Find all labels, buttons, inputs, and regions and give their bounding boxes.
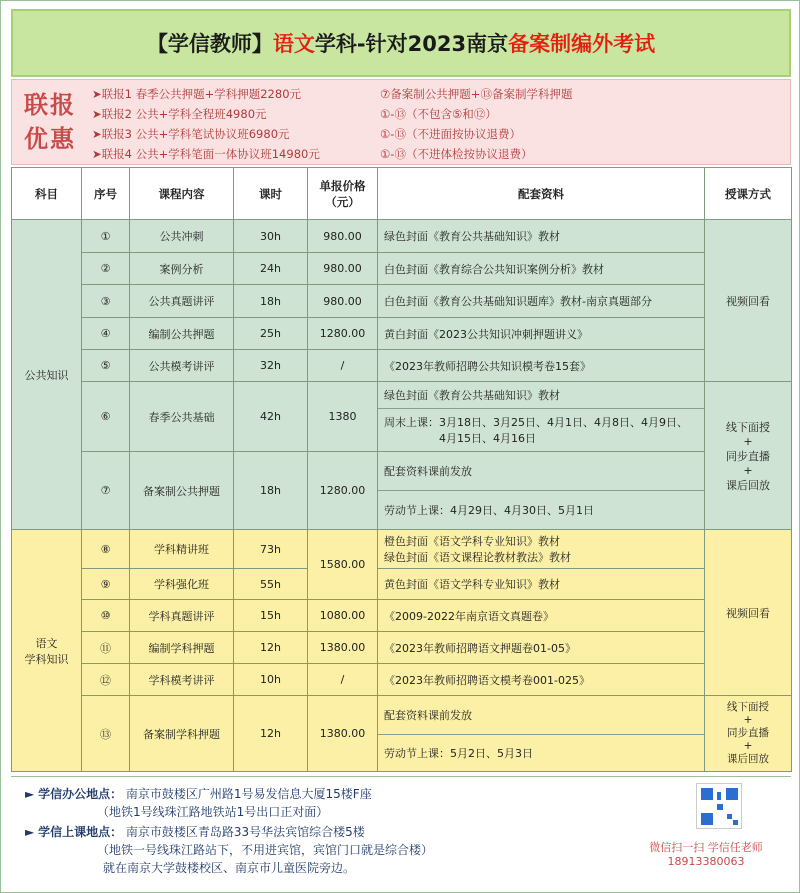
row-material: 《2023年教师招聘语文模考卷001-025》 bbox=[378, 664, 705, 696]
row-course: 案例分析 bbox=[130, 253, 234, 285]
office-address: ► 学信办公地点： 南京市鼓楼区广州路1号易发信息大厦15楼F座 bbox=[25, 787, 372, 801]
row-hours: 15h bbox=[234, 600, 308, 632]
row-hours: 24h bbox=[234, 253, 308, 285]
row-hours: 18h bbox=[234, 285, 308, 318]
table-row bbox=[12, 664, 792, 696]
row-hours: 32h bbox=[234, 350, 308, 382]
row-hours: 42h bbox=[234, 382, 308, 452]
row-hours: 10h bbox=[234, 664, 308, 696]
method-offline-2: 线下面授 + 同步直播 + 课后回放 bbox=[705, 696, 792, 772]
row-material: 《2009-2022年南京语文真题卷》 bbox=[378, 600, 705, 632]
subject-chinese: 语文 学科知识 bbox=[12, 530, 82, 772]
table-row bbox=[12, 382, 792, 452]
class-note-1: （地铁一号线珠江路站下，不用进宾馆，宾馆门口就是综合楼） bbox=[97, 843, 434, 857]
page-title bbox=[11, 9, 791, 77]
promo-line-2: ➤联报2 公共+学科全程班4980元 bbox=[92, 107, 267, 121]
row-course: 公共冲刺 bbox=[130, 220, 234, 253]
row-price: / bbox=[308, 664, 378, 696]
table-row bbox=[12, 350, 792, 382]
row-no: ⑬ bbox=[82, 696, 130, 772]
method-video-2: 视频回看 bbox=[705, 530, 792, 696]
title-target: 学科-针对2023南京 bbox=[314, 32, 509, 56]
row-material: 白色封面《教育公共基础知识题库》教材-南京真题部分 bbox=[378, 285, 705, 318]
table-row bbox=[12, 530, 792, 569]
table-row bbox=[12, 253, 792, 285]
row-course: 公共模考讲评 bbox=[130, 350, 234, 382]
row-course: 学科精讲班 bbox=[130, 530, 234, 569]
material-schedule: 劳动节上课：4月29日、4月30日、5月1日 bbox=[378, 490, 704, 529]
row-no: ⑫ bbox=[82, 664, 130, 696]
row-course: 编制学科押题 bbox=[130, 632, 234, 664]
row-hours: 30h bbox=[234, 220, 308, 253]
table-row bbox=[12, 318, 792, 350]
row-no: ⑤ bbox=[82, 350, 130, 382]
row-price: 1380.00 bbox=[308, 632, 378, 664]
row-hours: 73h bbox=[234, 530, 308, 569]
row-price: 1380 bbox=[308, 382, 378, 452]
class-address: ► 学信上课地点： 南京市鼓楼区青岛路33号华法宾馆综合楼5楼 bbox=[25, 825, 365, 839]
wechat-qr-icon bbox=[696, 783, 742, 829]
row-course: 公共真题讲评 bbox=[130, 285, 234, 318]
row-hours: 25h bbox=[234, 318, 308, 350]
title-subject: 语文 bbox=[272, 32, 315, 56]
header-material: 配套资料 bbox=[378, 168, 705, 220]
row-material bbox=[378, 696, 705, 772]
row-no: ② bbox=[82, 253, 130, 285]
table-row bbox=[12, 220, 792, 253]
header-subject: 科目 bbox=[12, 168, 82, 220]
method-video: 视频回看 bbox=[705, 220, 792, 382]
subject-public: 公共知识 bbox=[12, 220, 82, 530]
material-book: 绿色封面《教育公共基础知识》教材 bbox=[384, 389, 560, 402]
promo-line-3-detail: ①-⑬（不进面按协议退费） bbox=[380, 127, 521, 141]
header-hours: 课时 bbox=[234, 168, 308, 220]
row-price: 1380.00 bbox=[308, 696, 378, 772]
material-schedule: 周末上课：3月18日、3月25日、4月1日、4月8日、4月9日、 4月15日、4月16日 bbox=[378, 408, 704, 451]
row-course: 编制公共押题 bbox=[130, 318, 234, 350]
row-no: ⑨ bbox=[82, 569, 130, 600]
table-row bbox=[12, 285, 792, 318]
promo-line-1: ➤联报1 春季公共押题+学科押题2280元 bbox=[92, 87, 302, 101]
material-schedule: 劳动节上课：5月2日、5月3日 bbox=[378, 734, 704, 771]
row-price: 980.00 bbox=[308, 220, 378, 253]
header-method: 授课方式 bbox=[705, 168, 792, 220]
table-row bbox=[12, 569, 792, 600]
row-no: ③ bbox=[82, 285, 130, 318]
office-note: （地铁1号线珠江路地铁站1号出口正对面） bbox=[97, 805, 329, 819]
row-material: 黄白封面《2023公共知识冲刺押题讲义》 bbox=[378, 318, 705, 350]
row-hours: 12h bbox=[234, 696, 308, 772]
row-no: ① bbox=[82, 220, 130, 253]
course-table bbox=[11, 167, 792, 772]
row-no: ⑩ bbox=[82, 600, 130, 632]
table-row bbox=[12, 600, 792, 632]
row-course: 备案制学科押题 bbox=[130, 696, 234, 772]
row-material: 橙色封面《语文学科专业知识》教材 绿色封面《语文课程论教材教法》教材 bbox=[378, 530, 705, 569]
row-course: 春季公共基础 bbox=[130, 382, 234, 452]
row-no: ⑥ bbox=[82, 382, 130, 452]
row-price: 1580.00 bbox=[308, 530, 378, 600]
table-header-row bbox=[12, 168, 792, 220]
bundle-promo bbox=[11, 79, 791, 165]
row-hours: 12h bbox=[234, 632, 308, 664]
promo-line-2-detail: ①-⑬（不包含⑤和⑫） bbox=[380, 107, 497, 121]
table-row bbox=[12, 452, 792, 530]
qr-caption: 微信扫一扫 学信任老师 18913380063 bbox=[649, 841, 763, 868]
title-exam: 备案制编外考试 bbox=[508, 32, 656, 56]
title-brand: 【学信教师】 bbox=[146, 32, 273, 56]
row-price: 1280.00 bbox=[308, 318, 378, 350]
row-material: 黄色封面《语文学科专业知识》教材 bbox=[378, 569, 705, 600]
row-material: 白色封面《教育综合公共知识案例分析》教材 bbox=[378, 253, 705, 285]
row-material bbox=[378, 382, 705, 452]
promo-line-1-detail: ⑦备案制公共押题+⑬备案制学科押题 bbox=[380, 87, 573, 101]
class-note-2: 就在南京大学鼓楼校区、南京市儿童医院旁边。 bbox=[103, 861, 356, 875]
row-price: 980.00 bbox=[308, 253, 378, 285]
bullet-icon: ► bbox=[25, 787, 35, 801]
row-course: 备案制公共押题 bbox=[130, 452, 234, 530]
row-hours: 18h bbox=[234, 452, 308, 530]
row-course: 学科强化班 bbox=[130, 569, 234, 600]
row-material: 绿色封面《教育公共基础知识》教材 bbox=[378, 220, 705, 253]
row-price: 1280.00 bbox=[308, 452, 378, 530]
row-price: 980.00 bbox=[308, 285, 378, 318]
contact-footer bbox=[11, 776, 791, 886]
table-row bbox=[12, 696, 792, 772]
promo-line-3: ➤联报3 公共+学科笔试协议班6980元 bbox=[92, 127, 290, 141]
promo-title: 联报 优惠 bbox=[24, 91, 76, 153]
row-course: 学科模考讲评 bbox=[130, 664, 234, 696]
row-no: ⑦ bbox=[82, 452, 130, 530]
material-note: 配套资料课前发放 bbox=[384, 465, 472, 478]
method-offline: 线下面授 + 同步直播 + 课后回放 bbox=[705, 382, 792, 530]
row-course: 学科真题讲评 bbox=[130, 600, 234, 632]
bullet-icon: ► bbox=[25, 825, 35, 839]
header-no: 序号 bbox=[82, 168, 130, 220]
row-price: 1080.00 bbox=[308, 600, 378, 632]
row-hours: 55h bbox=[234, 569, 308, 600]
promo-line-4-detail: ①-⑬（不进体检按协议退费） bbox=[380, 147, 533, 161]
row-price: / bbox=[308, 350, 378, 382]
header-price: 单报价格（元） bbox=[308, 168, 378, 220]
row-no: ⑪ bbox=[82, 632, 130, 664]
table-row bbox=[12, 632, 792, 664]
row-material bbox=[378, 452, 705, 530]
header-course: 课程内容 bbox=[130, 168, 234, 220]
promo-line-4: ➤联报4 公共+学科笔面一体协议班14980元 bbox=[92, 147, 320, 161]
row-material: 《2023年教师招聘语文押题卷01-05》 bbox=[378, 632, 705, 664]
row-no: ⑧ bbox=[82, 530, 130, 569]
material-note: 配套资料课前发放 bbox=[384, 709, 472, 722]
row-no: ④ bbox=[82, 318, 130, 350]
row-material: 《2023年教师招聘公共知识模考卷15套》 bbox=[378, 350, 705, 382]
